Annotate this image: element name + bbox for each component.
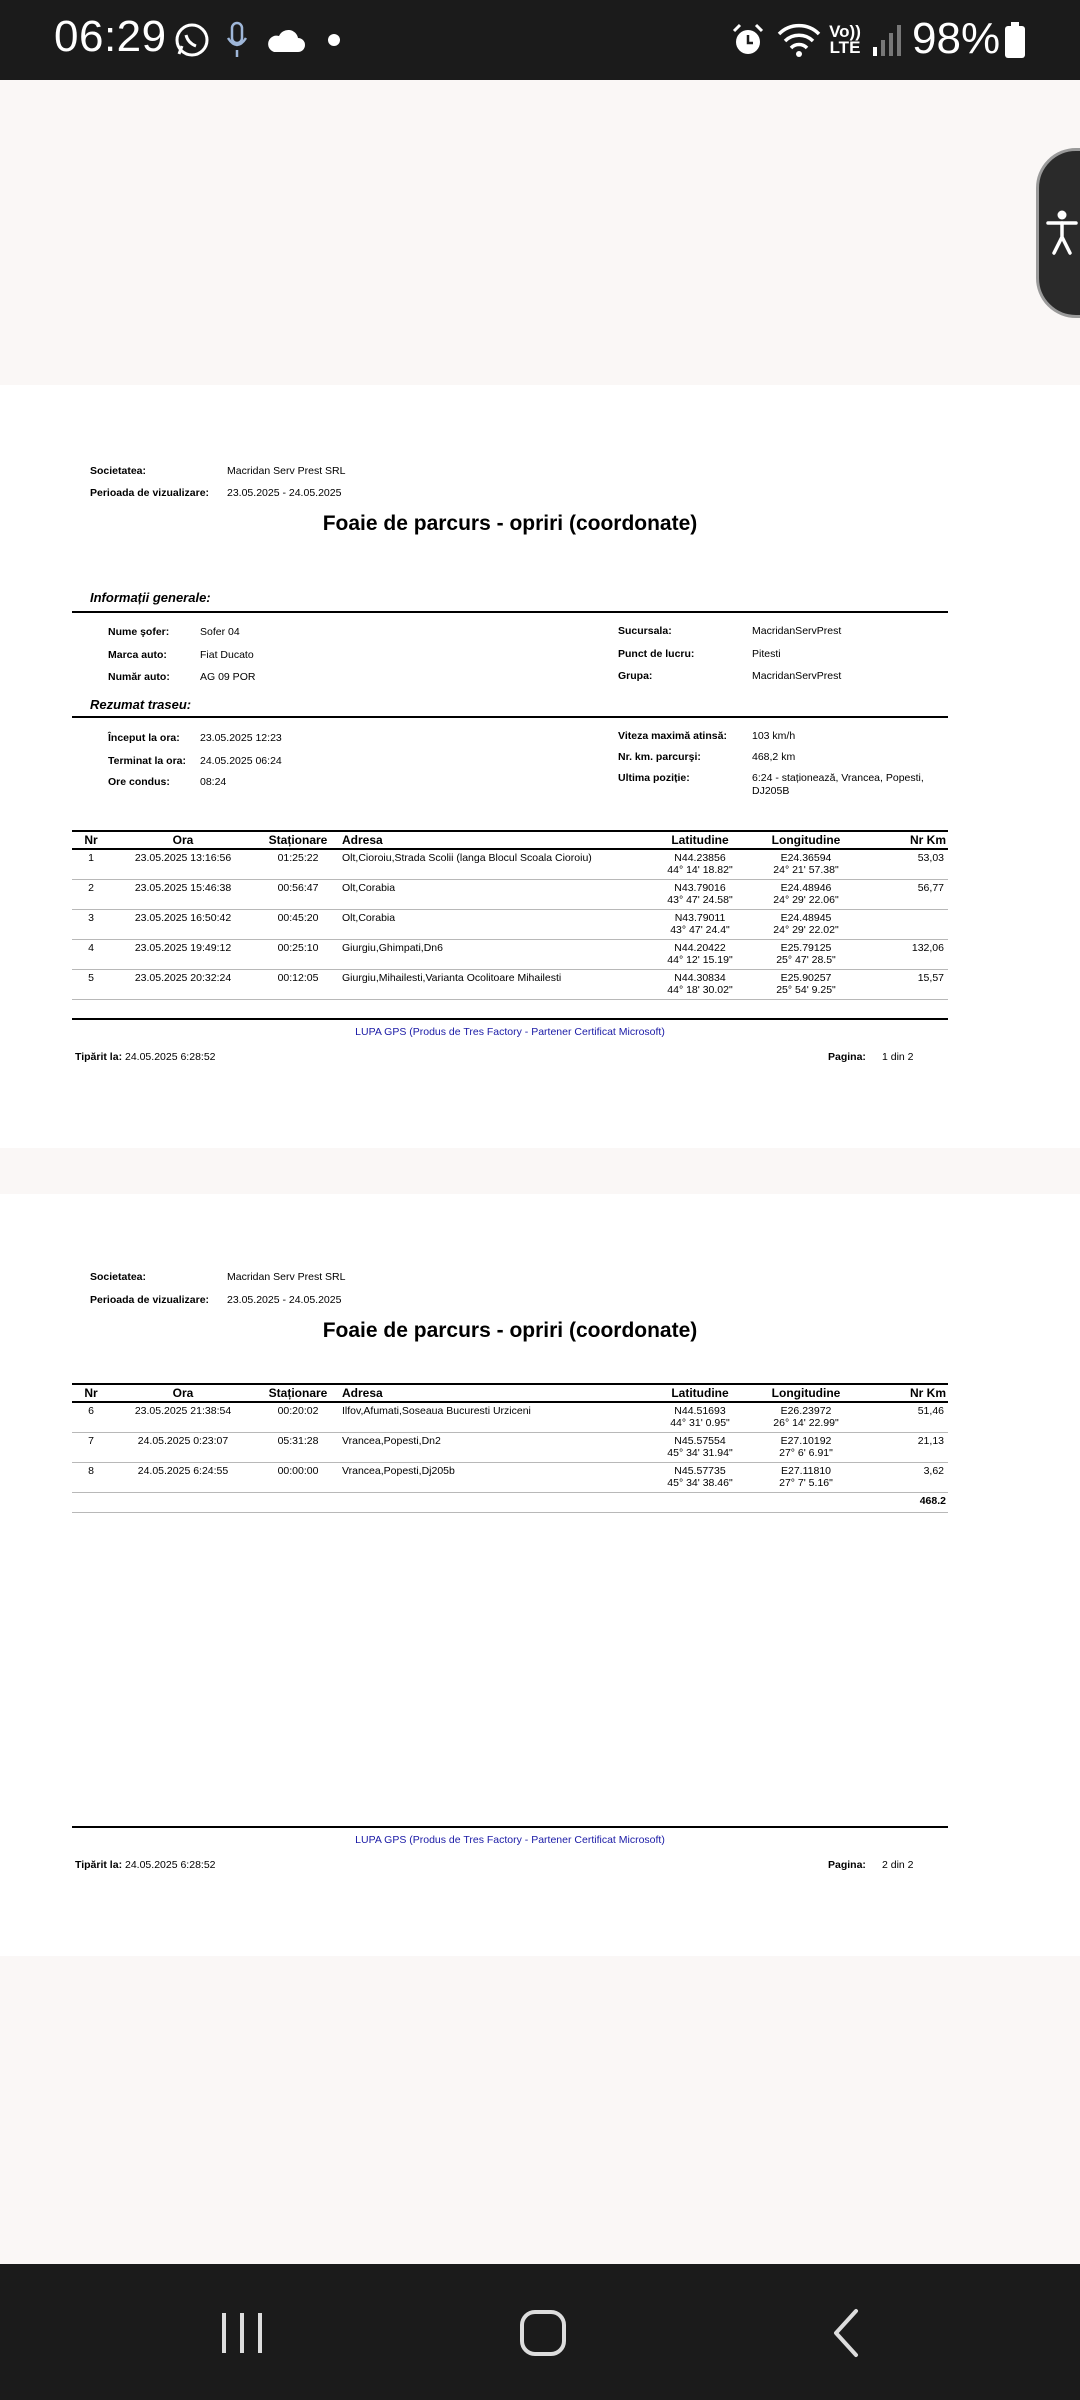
lastpos-value-line2: DJ205B	[752, 785, 790, 797]
driver-label: Nume şofer:	[108, 626, 170, 638]
report-title: Foaie de parcurs - opriri (coordonate)	[322, 1319, 698, 1342]
workpoint-value: Pitesti	[752, 648, 781, 660]
maxspeed-label: Viteza maximă atinsă:	[618, 730, 727, 742]
lte-text: LTE	[829, 38, 861, 57]
stops-table	[72, 1383, 948, 1513]
cell-longitudine-dms: 24° 29' 22.06"	[773, 893, 839, 906]
col-stationare: Staționare	[256, 831, 340, 849]
table-row	[72, 909, 948, 939]
cell-longitudine-dms: 25° 54' 9.25"	[776, 983, 836, 996]
cell-adresa: Olt,Corabia	[340, 879, 650, 909]
cell-adresa: Vrancea,Popesti,Dn2	[340, 1432, 650, 1462]
plate-label: Număr auto:	[108, 671, 170, 683]
lastpos-value-line1: 6:24 - staționează, Vrancea, Popesti,	[752, 772, 924, 784]
driver-value: Sofer 04	[200, 626, 240, 638]
accessibility-button[interactable]	[1036, 148, 1080, 318]
cell-longitudine-decimal: E26.23972	[780, 1405, 832, 1417]
cell-longitudine-dms: 24° 29' 22.02"	[773, 923, 839, 936]
accessibility-icon	[1045, 209, 1079, 257]
cell-nr: 3	[72, 909, 110, 939]
col-adresa: Adresa	[340, 1384, 650, 1402]
table-row	[72, 969, 948, 999]
km-label: Nr. km. parcurşi:	[618, 751, 701, 763]
col-adresa: Adresa	[340, 831, 650, 849]
cell-longitudine-decimal: E24.48945	[780, 911, 832, 924]
cell-latitudine-decimal: N44.20422	[674, 941, 726, 954]
cell-latitudine	[650, 1402, 750, 1432]
footer-brand[interactable]: LUPA GPS (Produs de Tres Factory - Partener Certificat Microsoft)	[355, 1834, 665, 1846]
workpoint-label: Punct de lucru:	[618, 648, 695, 660]
cell-latitudine-decimal: N43.79016	[674, 881, 726, 894]
cell-latitudine-dms: 45° 34' 31.94"	[667, 1446, 733, 1459]
cell-nrkm: 15,57	[862, 969, 948, 999]
page-number: 2 din 2	[882, 1859, 914, 1871]
end-label: Terminat la ora:	[108, 755, 186, 767]
navigation-bar	[0, 2264, 1080, 2400]
footer-divider	[72, 1018, 948, 1020]
divider	[72, 611, 948, 613]
cell-longitudine-decimal: E24.36594	[780, 852, 832, 864]
back-button[interactable]	[806, 2298, 886, 2368]
group-value: MacridanServPrest	[752, 670, 842, 682]
cell-latitudine	[650, 1432, 750, 1462]
cell-longitudine-dms: 24° 21' 57.38"	[773, 864, 839, 876]
home-icon	[518, 2308, 568, 2358]
end-value: 24.05.2025 06:24	[200, 755, 282, 767]
battery-percent: 98%	[912, 14, 1001, 63]
company-value: Macridan Serv Prest SRL	[227, 1271, 346, 1283]
cell-longitudine-decimal: E24.48946	[780, 881, 832, 894]
cell-longitudine-dms: 27° 7' 5.16"	[779, 1476, 833, 1489]
cell-longitudine	[750, 1402, 862, 1432]
cell-nr: 4	[72, 939, 110, 969]
recent-apps-icon	[218, 2310, 266, 2356]
report-page-1[interactable]	[0, 385, 1080, 1148]
col-ora: Ora	[110, 1384, 256, 1402]
col-nr: Nr	[72, 831, 110, 849]
cell-latitudine	[650, 969, 750, 999]
cell-latitudine-dms: 43° 47' 24.58"	[667, 893, 733, 906]
printed-label: Tipărit la:	[75, 1051, 123, 1063]
period-label: Perioada de vizualizare:	[90, 487, 210, 499]
cell-stationare: 00:25:10	[256, 939, 340, 969]
col-nr: Nr	[72, 1384, 110, 1402]
dot-icon	[324, 18, 344, 62]
status-bar	[0, 0, 1080, 80]
cell-ora: 23.05.2025 15:46:38	[110, 879, 256, 909]
col-ora: Ora	[110, 831, 256, 849]
cell-ora: 24.05.2025 6:24:55	[110, 1462, 256, 1492]
signal-icon	[870, 18, 904, 62]
page-label: Pagina:	[828, 1051, 866, 1063]
printed-value: 24.05.2025 6:28:52	[125, 1859, 216, 1871]
cell-nr: 5	[72, 969, 110, 999]
company-label: Societatea:	[90, 1271, 147, 1283]
cell-adresa: Olt,Corabia	[340, 909, 650, 939]
cell-ora: 23.05.2025 21:38:54	[110, 1402, 256, 1432]
cell-nrkm: 3,62	[862, 1462, 948, 1492]
col-nrkm: Nr Km	[862, 1384, 948, 1402]
cell-nr: 8	[72, 1462, 110, 1492]
cell-nrkm	[862, 909, 948, 939]
km-value: 468,2 km	[752, 751, 796, 763]
whatsapp-icon	[172, 18, 212, 62]
company-label: Societatea:	[90, 465, 147, 477]
cell-longitudine	[750, 939, 862, 969]
footer-brand[interactable]: LUPA GPS (Produs de Tres Factory - Partener Certificat Microsoft)	[355, 1026, 665, 1038]
cell-stationare: 01:25:22	[256, 849, 340, 879]
cell-latitudine-decimal: N44.51693	[674, 1405, 726, 1417]
cell-latitudine-dms: 43° 47' 24.4"	[670, 923, 730, 936]
home-button[interactable]	[503, 2298, 583, 2368]
cell-stationare: 00:20:02	[256, 1402, 340, 1432]
cell-longitudine	[750, 909, 862, 939]
cell-longitudine	[750, 969, 862, 999]
cell-adresa: Olt,Cioroiu,Strada Scolii (langa Blocul Scoala Cioroiu)	[340, 849, 650, 879]
total-row	[72, 1492, 948, 1512]
cell-longitudine-decimal: E25.79125	[780, 941, 832, 954]
cell-longitudine-decimal: E27.10192	[780, 1434, 832, 1447]
cell-longitudine-dms: 25° 47' 28.5"	[776, 953, 836, 966]
cell-nr: 1	[72, 849, 110, 879]
cell-nr: 7	[72, 1432, 110, 1462]
report-title: Foaie de parcurs - opriri (coordonate)	[322, 512, 698, 535]
hours-value: 08:24	[200, 776, 227, 788]
table-row	[72, 849, 948, 879]
start-value: 23.05.2025 12:23	[200, 732, 282, 744]
divider	[72, 716, 948, 718]
volte-icon	[826, 18, 864, 62]
route-summary-heading: Rezumat traseu:	[90, 697, 192, 712]
cell-stationare: 00:45:20	[256, 909, 340, 939]
mic-icon	[222, 18, 252, 62]
alarm-icon	[728, 18, 768, 62]
cell-latitudine-decimal: N45.57554	[674, 1434, 726, 1447]
col-latitudine: Latitudine	[650, 831, 750, 849]
cell-nrkm: 56,77	[862, 879, 948, 909]
period-value: 23.05.2025 - 24.05.2025	[227, 1294, 342, 1306]
cell-longitudine-decimal: E27.11810	[780, 1464, 832, 1477]
table-row	[72, 1462, 948, 1492]
brand-value: Fiat Ducato	[200, 649, 254, 661]
table-row	[72, 1402, 948, 1432]
stops-table	[72, 830, 948, 1000]
report-page-2[interactable]	[0, 1194, 1080, 1956]
cell-longitudine	[750, 879, 862, 909]
cell-ora: 23.05.2025 19:49:12	[110, 939, 256, 969]
cell-longitudine-dms: 27° 6' 6.91"	[779, 1446, 833, 1459]
cell-latitudine-decimal: N45.57735	[674, 1464, 726, 1477]
branch-value: MacridanServPrest	[752, 625, 842, 637]
cell-ora: 23.05.2025 20:32:24	[110, 969, 256, 999]
cell-adresa: Giurgiu,Mihailesti,Varianta Ocolitoare Mihailesti	[340, 969, 650, 999]
cell-nrkm: 21,13	[862, 1432, 948, 1462]
cell-longitudine	[750, 1462, 862, 1492]
cell-latitudine-dms: 45° 34' 38.46"	[667, 1476, 733, 1489]
cell-adresa: Giurgiu,Ghimpati,Dn6	[340, 939, 650, 969]
cell-latitudine-decimal: N44.23856	[674, 852, 726, 864]
table-header-row	[72, 1384, 948, 1402]
cell-adresa: Ilfov,Afumati,Soseaua Bucuresti Urziceni	[340, 1402, 650, 1432]
page-number: 1 din 2	[882, 1051, 914, 1063]
cell-latitudine	[650, 879, 750, 909]
cell-stationare: 00:00:00	[256, 1462, 340, 1492]
cell-latitudine-dms: 44° 14' 18.82"	[667, 864, 733, 876]
table-row	[72, 879, 948, 909]
cell-stationare: 00:12:05	[256, 969, 340, 999]
general-info-heading: Informații generale:	[90, 590, 211, 605]
cell-longitudine-decimal: E25.90257	[780, 971, 832, 984]
company-value: Macridan Serv Prest SRL	[227, 465, 346, 477]
col-stationare: Staționare	[256, 1384, 340, 1402]
total-km: 468.2	[862, 1492, 948, 1512]
cell-nrkm: 53,03	[862, 849, 948, 879]
group-label: Grupa:	[618, 670, 653, 682]
cell-latitudine	[650, 909, 750, 939]
cell-latitudine	[650, 849, 750, 879]
cloud-icon	[262, 18, 308, 62]
cell-longitudine	[750, 849, 862, 879]
lastpos-label: Ultima poziție:	[618, 772, 690, 784]
wifi-icon	[774, 18, 824, 62]
cell-latitudine-dms: 44° 18' 30.02"	[667, 983, 733, 996]
volte-text: Vo))	[829, 22, 861, 41]
cell-stationare: 00:56:47	[256, 879, 340, 909]
plate-value: AG 09 POR	[200, 671, 256, 683]
cell-latitudine	[650, 1462, 750, 1492]
cell-ora: 23.05.2025 16:50:42	[110, 909, 256, 939]
cell-ora: 23.05.2025 13:16:56	[110, 849, 256, 879]
cell-stationare: 05:31:28	[256, 1432, 340, 1462]
back-icon	[828, 2308, 864, 2358]
cell-nrkm: 51,46	[862, 1402, 948, 1432]
cell-latitudine-dms: 44° 12' 15.19"	[667, 953, 733, 966]
col-latitudine: Latitudine	[650, 1384, 750, 1402]
cell-latitudine	[650, 939, 750, 969]
col-longitudine: Longitudine	[750, 831, 862, 849]
cell-ora: 24.05.2025 0:23:07	[110, 1432, 256, 1462]
maxspeed-value: 103 km/h	[752, 730, 796, 742]
cell-nrkm: 132,06	[862, 939, 948, 969]
period-value: 23.05.2025 - 24.05.2025	[227, 487, 342, 499]
cell-nr: 6	[72, 1402, 110, 1432]
table-row	[72, 939, 948, 969]
page-label: Pagina:	[828, 1859, 866, 1871]
brand-label: Marca auto:	[108, 649, 167, 661]
cell-latitudine-decimal: N44.30834	[674, 971, 726, 984]
period-label: Perioada de vizualizare:	[90, 1294, 210, 1306]
battery-icon	[1002, 18, 1028, 62]
start-label: Început la ora:	[108, 732, 180, 744]
printed-label: Tipărit la:	[75, 1859, 123, 1871]
cell-longitudine	[750, 1432, 862, 1462]
recent-apps-button[interactable]	[202, 2298, 282, 2368]
cell-longitudine-dms: 26° 14' 22.99"	[773, 1417, 839, 1429]
branch-label: Sucursala:	[618, 625, 672, 637]
footer-divider	[72, 1826, 948, 1828]
table-header-row	[72, 831, 948, 849]
table-row	[72, 1432, 948, 1462]
printed-value: 24.05.2025 6:28:52	[125, 1051, 216, 1063]
cell-latitudine-dms: 44° 31' 0.95"	[670, 1417, 730, 1429]
cell-latitudine-decimal: N43.79011	[674, 911, 726, 924]
col-nrkm: Nr Km	[862, 831, 948, 849]
hours-label: Ore condus:	[108, 776, 170, 788]
cell-adresa: Vrancea,Popesti,Dj205b	[340, 1462, 650, 1492]
col-longitudine: Longitudine	[750, 1384, 862, 1402]
status-time: 06:29	[54, 12, 167, 61]
cell-nr: 2	[72, 879, 110, 909]
